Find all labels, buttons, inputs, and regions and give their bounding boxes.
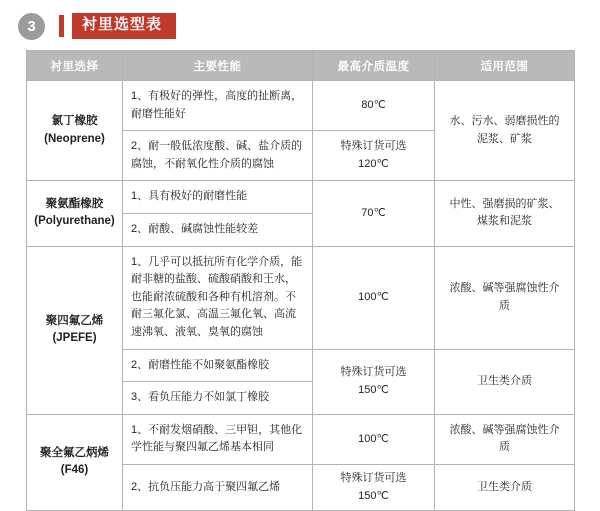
application-scope-line: 浓酸、碱等强腐蚀性介 [449, 423, 560, 436]
lining-name-en: (JPEFE) [52, 332, 97, 345]
lining-name-en: (Neoprene) [44, 132, 105, 145]
table-row [27, 246, 575, 349]
application-scope-cell [435, 81, 575, 181]
performance-cell: 1、有极好的弹性，高度的扯断离，耐磨性能好 [123, 81, 313, 131]
performance-cell: 1、几乎可以抵抗所有化学介质，能耐非糖的盐酸、硫酸硝酸和王水，也能耐浓硫酸和各种有机溶剂。不耐三氟化氯、高温三氟化氧、高流速沸氧、液氧、臭氧的腐蚀 [123, 246, 313, 349]
max-temperature-line: 100℃ [358, 432, 389, 445]
column-header-scope: 适用范围 [435, 51, 575, 81]
performance-cell: 2、耐一般低浓度酸、碱、盐介质的腐蚀，不耐氧化性介质的腐蚀 [123, 131, 313, 181]
max-temperature-cell [313, 131, 435, 181]
max-temperature-cell [313, 246, 435, 349]
max-temperature-line: 120℃ [358, 157, 389, 170]
application-scope-line: 卫生类介质 [477, 480, 532, 493]
lining-name-cn: 聚全氟乙炳烯 [40, 447, 109, 460]
max-temperature-cell [313, 414, 435, 464]
max-temperature-line: 特殊订货可选 [340, 140, 407, 153]
lining-name-en: (Polyurethane) [34, 215, 115, 228]
application-scope-line: 卫生类介质 [477, 374, 532, 387]
lining-name-cell [27, 81, 123, 181]
section-title-group [59, 13, 176, 39]
lining-name-cell [27, 181, 123, 246]
lining-name-cn: 氯丁橡胶 [51, 115, 98, 128]
application-scope-line: 煤浆和泥浆 [477, 215, 532, 228]
table-container [0, 42, 600, 511]
application-scope-line: 水、污水、弱磨损性的 [449, 115, 560, 128]
max-temperature-line: 特殊订货可选 [340, 366, 407, 379]
section-header [0, 0, 600, 42]
application-scope-cell [435, 414, 575, 464]
max-temperature-cell [313, 181, 435, 246]
max-temperature-line: 70℃ [361, 206, 386, 219]
lining-name-cn: 聚四氟乙烯 [45, 314, 104, 327]
table-header-row [27, 51, 575, 81]
section-number-badge: 3 [18, 13, 45, 40]
application-scope-line: 质 [499, 299, 510, 312]
max-temperature-line: 100℃ [358, 290, 389, 303]
title-accent-bar [59, 15, 64, 37]
table-body [27, 81, 575, 511]
application-scope-line: 泥浆、矿浆 [477, 132, 532, 145]
lining-name-cn: 聚氨酯橡胶 [45, 198, 104, 211]
max-temperature-line: 特殊订货可选 [340, 471, 407, 484]
max-temperature-line: 80℃ [361, 98, 386, 111]
performance-cell: 2、抗负压能力高于聚四氟乙烯 [123, 464, 313, 510]
column-header-performance: 主要性能 [123, 51, 313, 81]
max-temperature-cell [313, 81, 435, 131]
performance-cell: 2、耐磨性能不如聚氨酯橡胶 [123, 349, 313, 382]
lining-name-en: (F46) [60, 464, 89, 477]
max-temperature-line: 150℃ [358, 489, 389, 502]
performance-cell: 1、具有极好的耐磨性能 [123, 181, 313, 214]
application-scope-cell [435, 246, 575, 349]
table-row [27, 414, 575, 464]
application-scope-line: 质 [499, 441, 510, 454]
lining-name-cell [27, 414, 123, 510]
table-row [27, 181, 575, 214]
lining-selection-table [26, 50, 575, 511]
lining-name-cell [27, 246, 123, 414]
application-scope-cell [435, 349, 575, 414]
performance-cell: 3、看负压能力不如氯丁橡胶 [123, 382, 313, 415]
table-row [27, 81, 575, 131]
page-title: 衬里选型表 [72, 13, 176, 39]
column-header-lining: 衬里选择 [27, 51, 123, 81]
performance-cell: 2、耐酸、碱腐蚀性能较差 [123, 213, 313, 246]
max-temperature-cell [313, 349, 435, 414]
application-scope-cell [435, 181, 575, 246]
application-scope-line: 浓酸、碱等强腐蚀性介 [449, 281, 560, 294]
performance-cell: 1、不耐发烟硝酸、三甲钽，其他化学性能与聚四氟乙烯基本相同 [123, 414, 313, 464]
application-scope-line: 中性、强磨损的矿浆、 [449, 197, 560, 210]
column-header-max-temp: 最高介质温度 [313, 51, 435, 81]
max-temperature-line: 150℃ [358, 383, 389, 396]
